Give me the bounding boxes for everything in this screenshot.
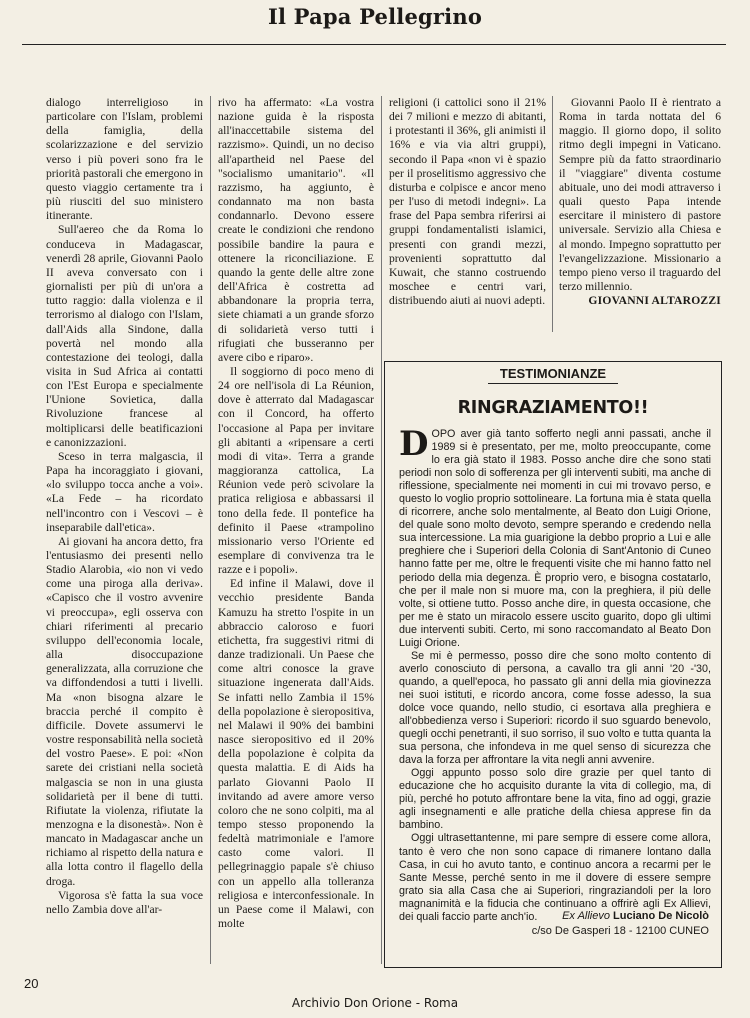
box-paragraph-3: Oggi appunto posso solo dire grazie per quel tanto di educazione che ho acquisito durante la vita di collegio, ma, di più, perché ho potuto affrontare bene la vita, fino ad oggi, grazie agli insegnamenti e alle pratiche della chiesa apprese fin da bambino. [399,767,711,832]
sign-name: Luciano De Nicolò [613,910,709,922]
testimonianze-box [384,361,722,968]
article-column-1 [46,96,203,964]
col1-paragraph-5: Vigorosa s'è fatta la sua voce nello Zambia dove all'ar- [46,888,203,916]
box-paragraph-1 [399,424,711,650]
col4-paragraph-1: Giovanni Paolo II è rientrato a Roma in tarda nottata del 6 maggio. Il giorno dopo, il solito ritmo degli impegni in Vaticano. Sempre più da fatto straordinario il "viaggiare" diventa costume abituale, uno dei modi attraverso i quali questo Papa intende esercitare il ministero di pastore universale. Servizio alla Chiesa e al mondo. Impegno soprattutto per l'evangelizzazione. Missionario a tempo pieno verso il traguardo del terzo millennio. [559,96,721,294]
col2-paragraph-1: rivo ha affermato: «La vostra nazione guida è la risposta all'inaccettabile sistema del razzismo». Quindi, un no deciso all'apartheid nel Paese del "socialismo umanitario". «Il razzismo, ha aggiunto, è condannato ma non basta condannarlo. Devono essere create le condizioni che rendono possibile bandire la paura e ottenere la riconciliazione. E quando la gente delle altre zone dell'Africa è costretta ad abbandonare la propria terra, siete chiamati a un grande sforzo di solidarietà verso tutti i rifugiati che busseranno per avere cibo e riparo». [218,96,374,364]
article-signature: GIOVANNI ALTAROZZI [588,294,721,308]
col1-paragraph-3: Sceso in terra malgascia, il Papa ha incoraggiato i giovani, «lo sviluppo tocca anche a voi». «La Fede – ha ricordato nell'incontro con i Vescovi – è inseparabile dall'etica». [46,449,203,534]
signature-line [532,909,709,924]
column-divider-1 [210,96,211,964]
page-header-title: Il Papa Pellegrino [267,4,483,29]
box-paragraph-2: Se mi è permesso, posso dire che sono molto contento di averlo conosciuto di persona, a cavallo tra gli anni '20 -'30, quando, a quell'epoca, ho passato gli anni della mia giovinezza nei suoi istituti, e ricordo ancora, come fosse adesso, la sua dolce voce quando, nello studio, ci esortava alla preghiera e all'obbedienza verso i Superiori: ricordo il suo sguardo benevolo, quegli occhi penetranti, il suo sorriso, il suo volto e tutta quanta la sua persona, che infondeva in me quel senso di sicurezza che dava la forza per affrontare la vita negli anni avvenire. [399,649,711,767]
column-divider-3 [552,96,553,332]
article-column-2 [218,96,374,964]
box-paragraph-4: Oggi ultrasettantenne, mi pare sempre di essere come allora, tanto è vero che non sono capace di rimanere lontano dalla Casa, in cui ho avuto tanto, e continuo ancora a recarmi per le Sante Messe, perché sento in me il dovere di essere sempre grato sia alla Casa che ai Superiori, ringraziandoli per la loro magnanimità e la fiducia che continuano a offrirè agli Ex Allievi, dei quali faccio parte anch'io. [399,832,711,923]
archive-caption: Archivio Don Orione - Roma [291,996,459,1010]
page-number: 20 [24,976,39,991]
col2-paragraph-3: Ed infine il Malawi, dove il vecchio presidente Banda Kamuzu ha stretto l'ospite in un abbraccio caloroso e fuori etichetta, fra suggestivi ritmi di danze tradizionali. Un Paese che come altri conosce la grave situazione ingenerata dall'Aids. Se infatti nello Zambia il 15% della popolazione è sieropositiva, nel Malawi il 90% dei bambini nasce sieropositivo ed il 20% della popolazione è colpita da questa malattia. E di Aids ha parlato Giovanni Paolo II invitando ad avere amore verso coloro che ne sono colpiti, ma al tempo stesso proponendo la fedeltà matrimoniale e l'amore casto come valori. Il pellegrinaggio papale s'è chiuso con un appello alla tolleranza religiosa e interconfessionale. In un Paese come il Malawi, con molte [218,577,374,931]
article-column-4 [559,96,721,358]
sign-address: c/so De Gasperi 18 - 12100 CUNEO [531,925,709,937]
col2-paragraph-2: Il soggiorno di poco meno di 24 ore nell'isola di La Réunion, dove è atterrato dal Madagascar con il Concord, ha offerto l'occasione al Papa per invitare gli abitanti a «ripensare a certi modi di vita». Terra a grande maggioranza cattolica, La Réunion vede però scivolare la pratica religiosa e abbassarsi il tono della fede. Il pontefice ha definito il Paese «trampolino missionario verso l'Oriente ed esemplare di convivenza tra le razze e i popoli». [218,364,374,577]
sign-prefix: Ex Allievo [562,910,610,922]
col3-paragraph-1: religioni (i cattolici sono il 21% dei 7 milioni e mezzo di abitanti, i protestanti il 36%, gli animisti il 16% e via via altri gruppi), secondo il Papa «non vi è spazio per il proselitismo aggressivo che disturba e colpisce e ancor meno per l'uso di metodi indegni». La frase del Papa sembra riferirsi ai gruppi fondamentalisti islamici, presenti con grandi mezzi, provenienti soprattutto dal Kuwait, che stanno costruendo moschee e centri vari, distribuendo aiuti ai nuovi adepti. [389,96,546,308]
header-rule [22,44,726,45]
article-column-3 [389,96,546,358]
box-paragraph-1-text: OPO aver già tanto sofferto negli anni passati, anche il 1989 si è presentato, per me, molto preoccupante, come lo era già stato il 1983. Posso anche dire che sono stati periodi non solo di sofferenza per gli interventi subiti, ma anche di riflessione, specialmente nei momenti in cui mi trovavo perso, e questo lo voglio proprio sottolineare. La fortuna mia è stata quella di ricorrere, anche solo mentalmente, al Beato don Luigi Orione, del quale sono molto devoto, sempre sperando e credendo nella sua intercessione. La mia guarigione la debbo proprio a Lui e alle preghiere che i Superiori della Colonia di Sant'Antonio di Cuneo hanno fatte per me, oltre le frequenti visite che mi hanno fatto nel periodo della mia degenza. È proprio vero, e bisogna costatarlo, che per il male non si muore ma, con la preghiera, il più delle volte, si ottiene tutto. Posso anche dire, in questa occasione, che per me è stato un miracolo essere uscito guarito, dopo gli ultimi due interventi subiti. Certo, mi sono raccomandato al Beato Don Luigi Orione. [399,428,711,649]
column-divider-2 [381,96,382,964]
testimonianze-signature [532,909,709,939]
col1-paragraph-4: Ai giovani ha ancora detto, fra l'entusiasmo dei presenti nello Stadio Alarobia, «io non vi vedo come una piroga alla deriva». «Capisco che il vostro avvenire vi preoccupa», egli osserva con chiari riferimenti al precario sviluppo dell'economia locale, alla disoccupazione generalizzata, alla corruzione che va diffondendosi a tutti i livelli. Ma «non bisogna alzare le braccia perché il compito è difficile. Dovete assumervi le vostre responsabilità nella società del vostro Paese». E poi: «Non sarete dei cristiani nella società malgascia se non in una giusta solidarietà per il bene di tutti. Rifiutate la violenza, rifiutate la menzogna e la disonestà». Non è mancato in Madagascar anche un richiamo al rispetto della natura e alla lotta contro il flagello della droga. [46,534,203,888]
col1-paragraph-1: dialogo interreligioso in particolare con l'Islam, problemi della famiglia, della scolarizzazione e del servizio verso i più poveri sono fra le priorità pastorali che emergono in questo viaggio certamente tra i più riusciti del suo ministero itinerante. [46,96,203,223]
drop-cap: D [399,424,429,464]
col1-paragraph-2: Sull'aereo che da Roma lo conduceva in Madagascar, venerdì 28 aprile, Giovanni Paolo II aveva conversato con i giornalisti per più di un'ora a tutto raggio: dalla violenza e il terrorismo al dialogo con l'Islam, dall'Aids alla Sindone, dalla povertà nel mondo alla contestazione dei teologi, dalla visita in Sud Africa ai contatti con l'Est Europa e specialmente l'Unione Sovietica, dalla Rivoluzione francese al moltiplicarsi delle beatificazioni e canonizzazioni. [46,223,203,449]
testimonianze-heading: TESTIMONIANZE [488,366,618,384]
ringraziamento-title: RINGRAZIAMENTO!! [457,398,649,418]
